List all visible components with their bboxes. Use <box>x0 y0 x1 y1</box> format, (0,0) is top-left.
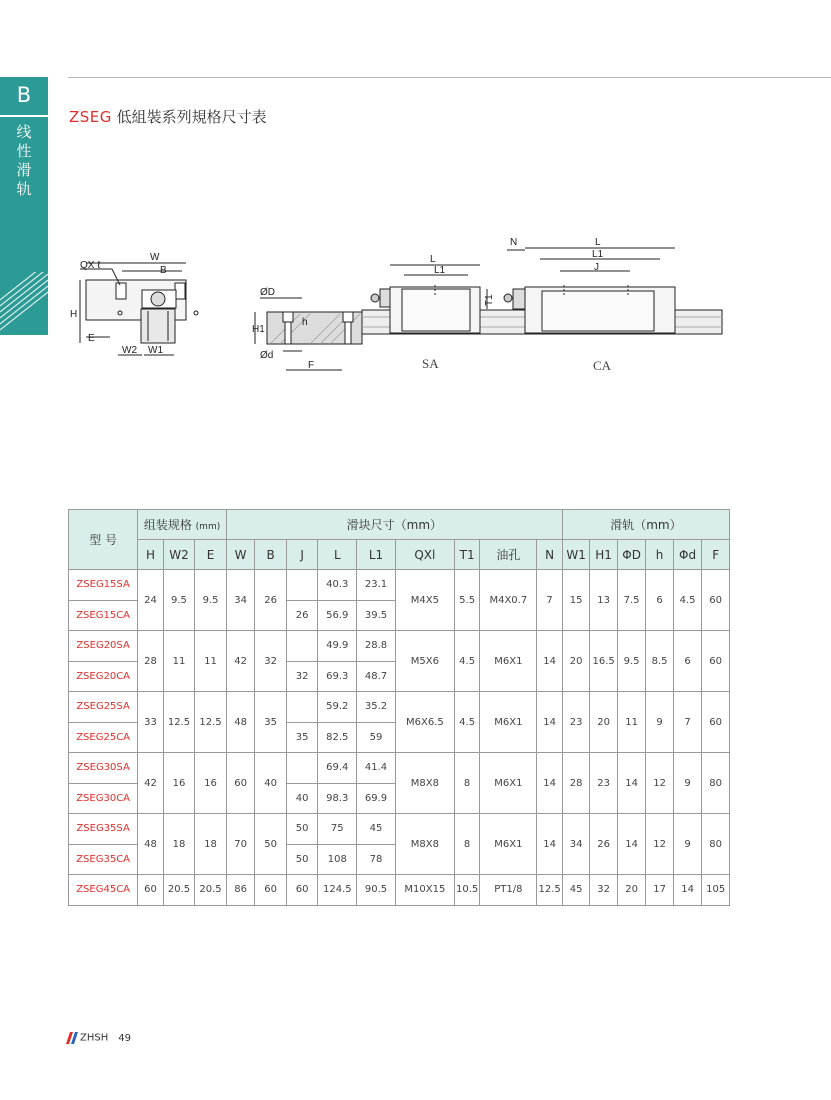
footer-brand: ZHSH <box>80 1032 109 1044</box>
model-cell: ZSEG15SA <box>69 570 138 601</box>
col-header: L <box>318 540 357 570</box>
col-header: 油孔 <box>480 540 537 570</box>
cell-od: 9 <box>673 814 702 875</box>
cell-w1: 34 <box>562 814 589 875</box>
cell-l1: 23.1 <box>357 570 396 601</box>
cell-j: 32 <box>286 661 318 692</box>
cell-h: 9 <box>646 692 673 753</box>
cell-w2: 18 <box>163 814 195 875</box>
cell-h: 6 <box>646 570 673 631</box>
col-header: W2 <box>163 540 195 570</box>
cell-n: 14 <box>537 814 563 875</box>
cell-l: 75 <box>318 814 357 845</box>
page-number: 49 <box>118 1032 131 1044</box>
cell-l1: 45 <box>357 814 396 845</box>
col-header: N <box>537 540 563 570</box>
cell-h: 28 <box>138 631 163 692</box>
label-w2: W2 <box>122 345 137 356</box>
cell-e: 16 <box>195 753 227 814</box>
cell-h: 17 <box>646 875 673 906</box>
title-text: 低組裝系列規格尺寸表 <box>111 108 267 126</box>
section-vertical-text <box>0 123 48 199</box>
cell-n: 14 <box>537 753 563 814</box>
cell-l1: 39.5 <box>357 600 396 631</box>
cell-b: 26 <box>255 570 287 631</box>
model-cell: ZSEG25CA <box>69 722 138 753</box>
cell-qxl: M8X8 <box>395 753 454 814</box>
cell-w2: 20.5 <box>163 875 195 906</box>
cell-l1: 90.5 <box>357 875 396 906</box>
cell-j <box>286 692 318 723</box>
cell-h1: 23 <box>590 753 617 814</box>
cell-oil: M6X1 <box>480 631 537 692</box>
cell-l: 98.3 <box>318 783 357 814</box>
cell-e: 9.5 <box>195 570 227 631</box>
cell-t1: 4.5 <box>454 631 479 692</box>
diagonal-stripes-decoration <box>0 272 48 335</box>
cell-od: 9.5 <box>617 631 646 692</box>
cell-n: 14 <box>537 631 563 692</box>
label-od-small: Ød <box>260 350 274 361</box>
cell-t1: 4.5 <box>454 692 479 753</box>
cell-w1: 28 <box>562 753 589 814</box>
cell-f: 105 <box>702 875 730 906</box>
cell-od: 20 <box>617 875 646 906</box>
cell-l: 82.5 <box>318 722 357 753</box>
label-l1-ca: L1 <box>592 249 604 260</box>
label-w1: W1 <box>148 345 163 356</box>
cell-j: 50 <box>286 814 318 845</box>
cell-od: 4.5 <box>673 570 702 631</box>
cell-f: 60 <box>702 692 730 753</box>
cell-h1: 32 <box>590 875 617 906</box>
cell-oil: PT1/8 <box>480 875 537 906</box>
cell-j: 35 <box>286 722 318 753</box>
cell-oil: M6X1 <box>480 692 537 753</box>
cell-h: 42 <box>138 753 163 814</box>
model-cell: ZSEG15CA <box>69 600 138 631</box>
cell-od: 7.5 <box>617 570 646 631</box>
vertical-char: 滑 <box>16 161 32 179</box>
header-assembly-unit: (mm) <box>195 522 221 532</box>
cell-l1: 48.7 <box>357 661 396 692</box>
cell-od: 6 <box>673 631 702 692</box>
cell-n: 12.5 <box>537 875 563 906</box>
section-side-tab <box>0 77 48 335</box>
cell-w1: 23 <box>562 692 589 753</box>
cell-w1: 20 <box>562 631 589 692</box>
cell-j <box>286 753 318 784</box>
cell-t1: 5.5 <box>454 570 479 631</box>
cell-h: 8.5 <box>646 631 673 692</box>
section-divider <box>0 115 48 117</box>
vertical-char: 线 <box>16 123 32 141</box>
vertical-char: 性 <box>16 142 32 160</box>
cell-oil: M6X1 <box>480 753 537 814</box>
cell-l: 59.2 <box>318 692 357 723</box>
cell-l1: 35.2 <box>357 692 396 723</box>
cell-l1: 28.8 <box>357 631 396 662</box>
cell-e: 18 <box>195 814 227 875</box>
header-model: 型 号 <box>69 510 138 570</box>
label-l1-sa: L1 <box>434 265 446 276</box>
label-h1: H1 <box>252 324 265 335</box>
cell-qxl: M10X15 <box>395 875 454 906</box>
label-b: B <box>160 265 167 276</box>
cell-h1: 16.5 <box>590 631 617 692</box>
label-qxl: QX ℓ <box>80 260 101 271</box>
table-row <box>69 753 730 784</box>
label-n: N <box>510 237 518 248</box>
cell-b: 32 <box>255 631 287 692</box>
vertical-char: 轨 <box>16 180 32 198</box>
model-cell: ZSEG35CA <box>69 844 138 875</box>
model-cell: ZSEG25SA <box>69 692 138 723</box>
label-l-ca: L <box>595 237 601 248</box>
header-rail: 滑轨（mm） <box>562 510 729 540</box>
section-letter: B <box>16 83 32 107</box>
header-assembly-text: 组装规格 <box>143 518 192 532</box>
side-view <box>362 248 722 334</box>
model-cell: ZSEG30CA <box>69 783 138 814</box>
cell-qxl: M4X5 <box>395 570 454 631</box>
cell-w: 60 <box>226 753 255 814</box>
cell-od: 14 <box>617 814 646 875</box>
table-row <box>69 570 730 601</box>
cell-l: 69.4 <box>318 753 357 784</box>
cell-l1: 69.9 <box>357 783 396 814</box>
cell-l1: 78 <box>357 844 396 875</box>
cell-l: 40.3 <box>318 570 357 601</box>
cell-od: 14 <box>673 875 702 906</box>
cell-od: 9 <box>673 753 702 814</box>
cell-b: 40 <box>255 753 287 814</box>
cell-h: 60 <box>138 875 163 906</box>
cell-f: 80 <box>702 814 730 875</box>
front-view <box>80 263 198 355</box>
col-header: ΦD <box>617 540 646 570</box>
header-block: 滑块尺寸（mm） <box>226 510 562 540</box>
cell-e: 11 <box>195 631 227 692</box>
cell-oil: M6X1 <box>480 814 537 875</box>
label-e: E <box>88 333 95 344</box>
cell-l: 124.5 <box>318 875 357 906</box>
cell-b: 60 <box>255 875 287 906</box>
cell-w2: 9.5 <box>163 570 195 631</box>
cell-w: 48 <box>226 692 255 753</box>
cell-l1: 41.4 <box>357 753 396 784</box>
cell-qxl: M6X6.5 <box>395 692 454 753</box>
col-header: F <box>702 540 730 570</box>
cell-l: 108 <box>318 844 357 875</box>
cell-t1: 8 <box>454 814 479 875</box>
model-cell: ZSEG20CA <box>69 661 138 692</box>
label-h: H <box>70 309 78 320</box>
spec-table-body <box>69 570 730 906</box>
cell-j: 26 <box>286 600 318 631</box>
label-h-small: h <box>302 317 308 328</box>
col-header: B <box>255 540 287 570</box>
cell-t1: 8 <box>454 753 479 814</box>
cell-w: 42 <box>226 631 255 692</box>
cell-od: 14 <box>617 753 646 814</box>
cell-t1: 10.5 <box>454 875 479 906</box>
cell-qxl: M8X8 <box>395 814 454 875</box>
label-f: F <box>308 360 315 371</box>
spec-table <box>68 509 730 906</box>
cell-w2: 16 <box>163 753 195 814</box>
cell-f: 60 <box>702 570 730 631</box>
label-od: ØD <box>260 287 275 298</box>
cell-h: 24 <box>138 570 163 631</box>
table-row <box>69 875 730 906</box>
label-t1: T1 <box>484 294 495 306</box>
cell-j <box>286 570 318 601</box>
cell-oil: M4X0.7 <box>480 570 537 631</box>
header-rule <box>68 77 831 78</box>
col-header: L1 <box>357 540 396 570</box>
cell-h: 12 <box>646 753 673 814</box>
table-row <box>69 814 730 845</box>
cell-od: 7 <box>673 692 702 753</box>
technical-drawing <box>70 225 750 385</box>
col-header: E <box>195 540 227 570</box>
cell-l: 56.9 <box>318 600 357 631</box>
cell-b: 50 <box>255 814 287 875</box>
cell-f: 60 <box>702 631 730 692</box>
cell-n: 7 <box>537 570 563 631</box>
cell-h: 12 <box>646 814 673 875</box>
header-assembly <box>138 510 227 540</box>
col-header: W <box>226 540 255 570</box>
page-footer <box>66 1032 131 1044</box>
cell-j: 50 <box>286 844 318 875</box>
cell-j <box>286 631 318 662</box>
cell-h: 48 <box>138 814 163 875</box>
col-header: H <box>138 540 163 570</box>
label-j-ca: J <box>594 262 599 273</box>
model-cell: ZSEG30SA <box>69 753 138 784</box>
cell-od: 11 <box>617 692 646 753</box>
col-header: J <box>286 540 318 570</box>
cell-w: 70 <box>226 814 255 875</box>
cell-h1: 20 <box>590 692 617 753</box>
table-row <box>69 692 730 723</box>
cell-l1: 59 <box>357 722 396 753</box>
col-header: H1 <box>590 540 617 570</box>
label-ca: CA <box>593 358 612 373</box>
cell-w1: 15 <box>562 570 589 631</box>
col-header: h <box>646 540 673 570</box>
cell-e: 12.5 <box>195 692 227 753</box>
cell-w: 34 <box>226 570 255 631</box>
label-l-sa: L <box>430 254 436 265</box>
cell-j: 60 <box>286 875 318 906</box>
cell-h1: 13 <box>590 570 617 631</box>
cell-f: 80 <box>702 753 730 814</box>
model-cell: ZSEG45CA <box>69 875 138 906</box>
col-header: T1 <box>454 540 479 570</box>
model-cell: ZSEG20SA <box>69 631 138 662</box>
cell-l: 49.9 <box>318 631 357 662</box>
col-header: W1 <box>562 540 589 570</box>
col-header: Φd <box>673 540 702 570</box>
model-cell: ZSEG35SA <box>69 814 138 845</box>
cell-l: 69.3 <box>318 661 357 692</box>
col-header: QXl <box>395 540 454 570</box>
label-sa: SA <box>422 356 439 371</box>
cell-w2: 12.5 <box>163 692 195 753</box>
cell-h1: 26 <box>590 814 617 875</box>
cell-h: 33 <box>138 692 163 753</box>
cell-w: 86 <box>226 875 255 906</box>
zhsh-logo-icon <box>66 1032 78 1044</box>
title-brand: ZSEG <box>69 108 112 126</box>
cell-b: 35 <box>255 692 287 753</box>
page-title <box>69 106 267 127</box>
cell-w1: 45 <box>562 875 589 906</box>
cell-qxl: M5X6 <box>395 631 454 692</box>
cell-w2: 11 <box>163 631 195 692</box>
cell-n: 14 <box>537 692 563 753</box>
label-w: W <box>150 252 160 263</box>
table-row <box>69 631 730 662</box>
cell-j: 40 <box>286 783 318 814</box>
cell-e: 20.5 <box>195 875 227 906</box>
